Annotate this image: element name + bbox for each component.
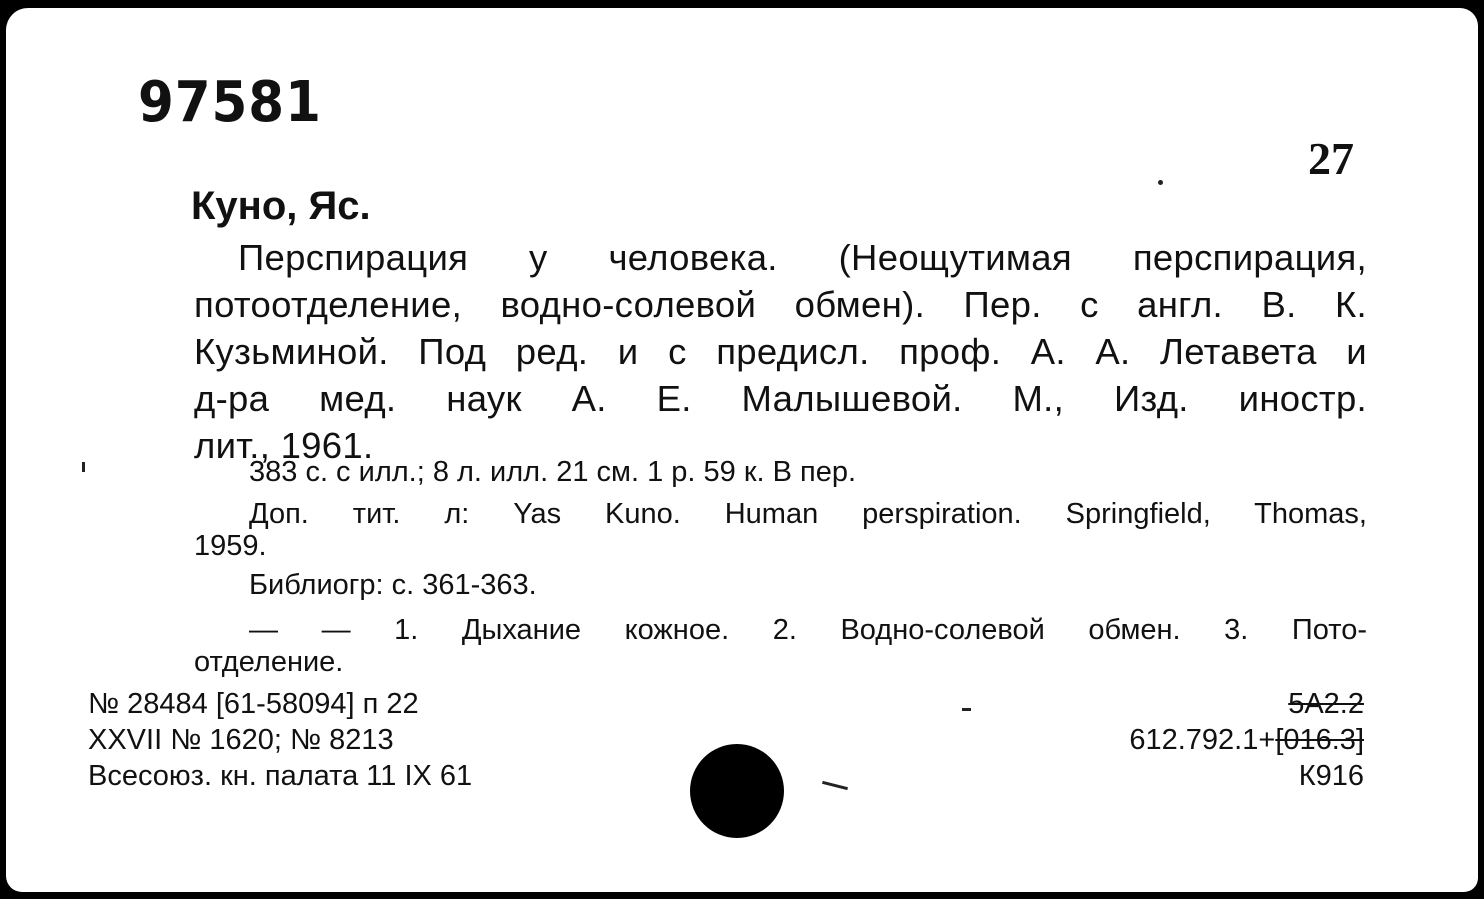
- card-number: 27: [1308, 133, 1354, 184]
- punch-hole: [690, 744, 784, 838]
- additional-title-block: [194, 498, 1367, 562]
- ink-mark: [822, 781, 848, 790]
- footer-line-1: № 28484 [61-58094] п 22: [88, 688, 419, 720]
- classification-mid-struck: [016.3]: [1275, 724, 1364, 756]
- footer-left-block: [88, 686, 472, 794]
- subjects-line: — — 1. Дыхание кожное. 2. Водно-солевой обмен. 3. Пото-: [249, 614, 1367, 646]
- title-line-2: потоотделение, водно-солевой обмен). Пер. с англ. В. К.: [194, 284, 1367, 325]
- dust-speck: [82, 462, 85, 472]
- footer-line-2: XXVII № 1620; № 8213: [88, 724, 394, 756]
- author-heading: Куно, Яс.: [191, 184, 371, 228]
- classification-bottom: К916: [1298, 760, 1364, 792]
- subjects-cont: отделение.: [194, 646, 344, 678]
- additional-title-cont: 1959.: [194, 530, 267, 562]
- title-line-1: Перспирация у человека. (Неощутимая перспирация,: [238, 237, 1367, 278]
- additional-title-line: Доп. тит. л: Yas Kuno. Human perspiration. Springfield, Thomas,: [249, 498, 1367, 530]
- bibliography-note: [194, 569, 1367, 601]
- title-line-3: Кузьминой. Под ред. и с предисл. проф. А. А. Летавета и: [194, 331, 1367, 372]
- physical-line: 383 с. с илл.; 8 л. илл. 21 см. 1 р. 59 к. В пер.: [249, 456, 857, 488]
- classification-block: [1129, 686, 1364, 794]
- title-line-4: д-ра мед. наук А. Е. Малышевой. М., Изд. иностр.: [194, 378, 1367, 419]
- handwritten-accession-number: 97581: [138, 70, 322, 135]
- physical-description: [194, 456, 1367, 488]
- classification-mid: [1129, 722, 1364, 758]
- subject-headings: [194, 614, 1367, 678]
- dust-speck: [1158, 180, 1163, 185]
- classification-mid-main: 612.792.1+: [1129, 724, 1276, 756]
- classification-top: 5А2.2: [1288, 688, 1364, 720]
- catalog-card: [6, 8, 1478, 892]
- dust-speck: [962, 708, 971, 711]
- footer-line-3: Всесоюз. кн. палата 11 IX 61: [88, 760, 473, 792]
- bibliography-line: Библиогр: с. 361-363.: [249, 569, 537, 601]
- title-line-5: лит., 1961.: [194, 425, 374, 466]
- title-description: [194, 234, 1367, 469]
